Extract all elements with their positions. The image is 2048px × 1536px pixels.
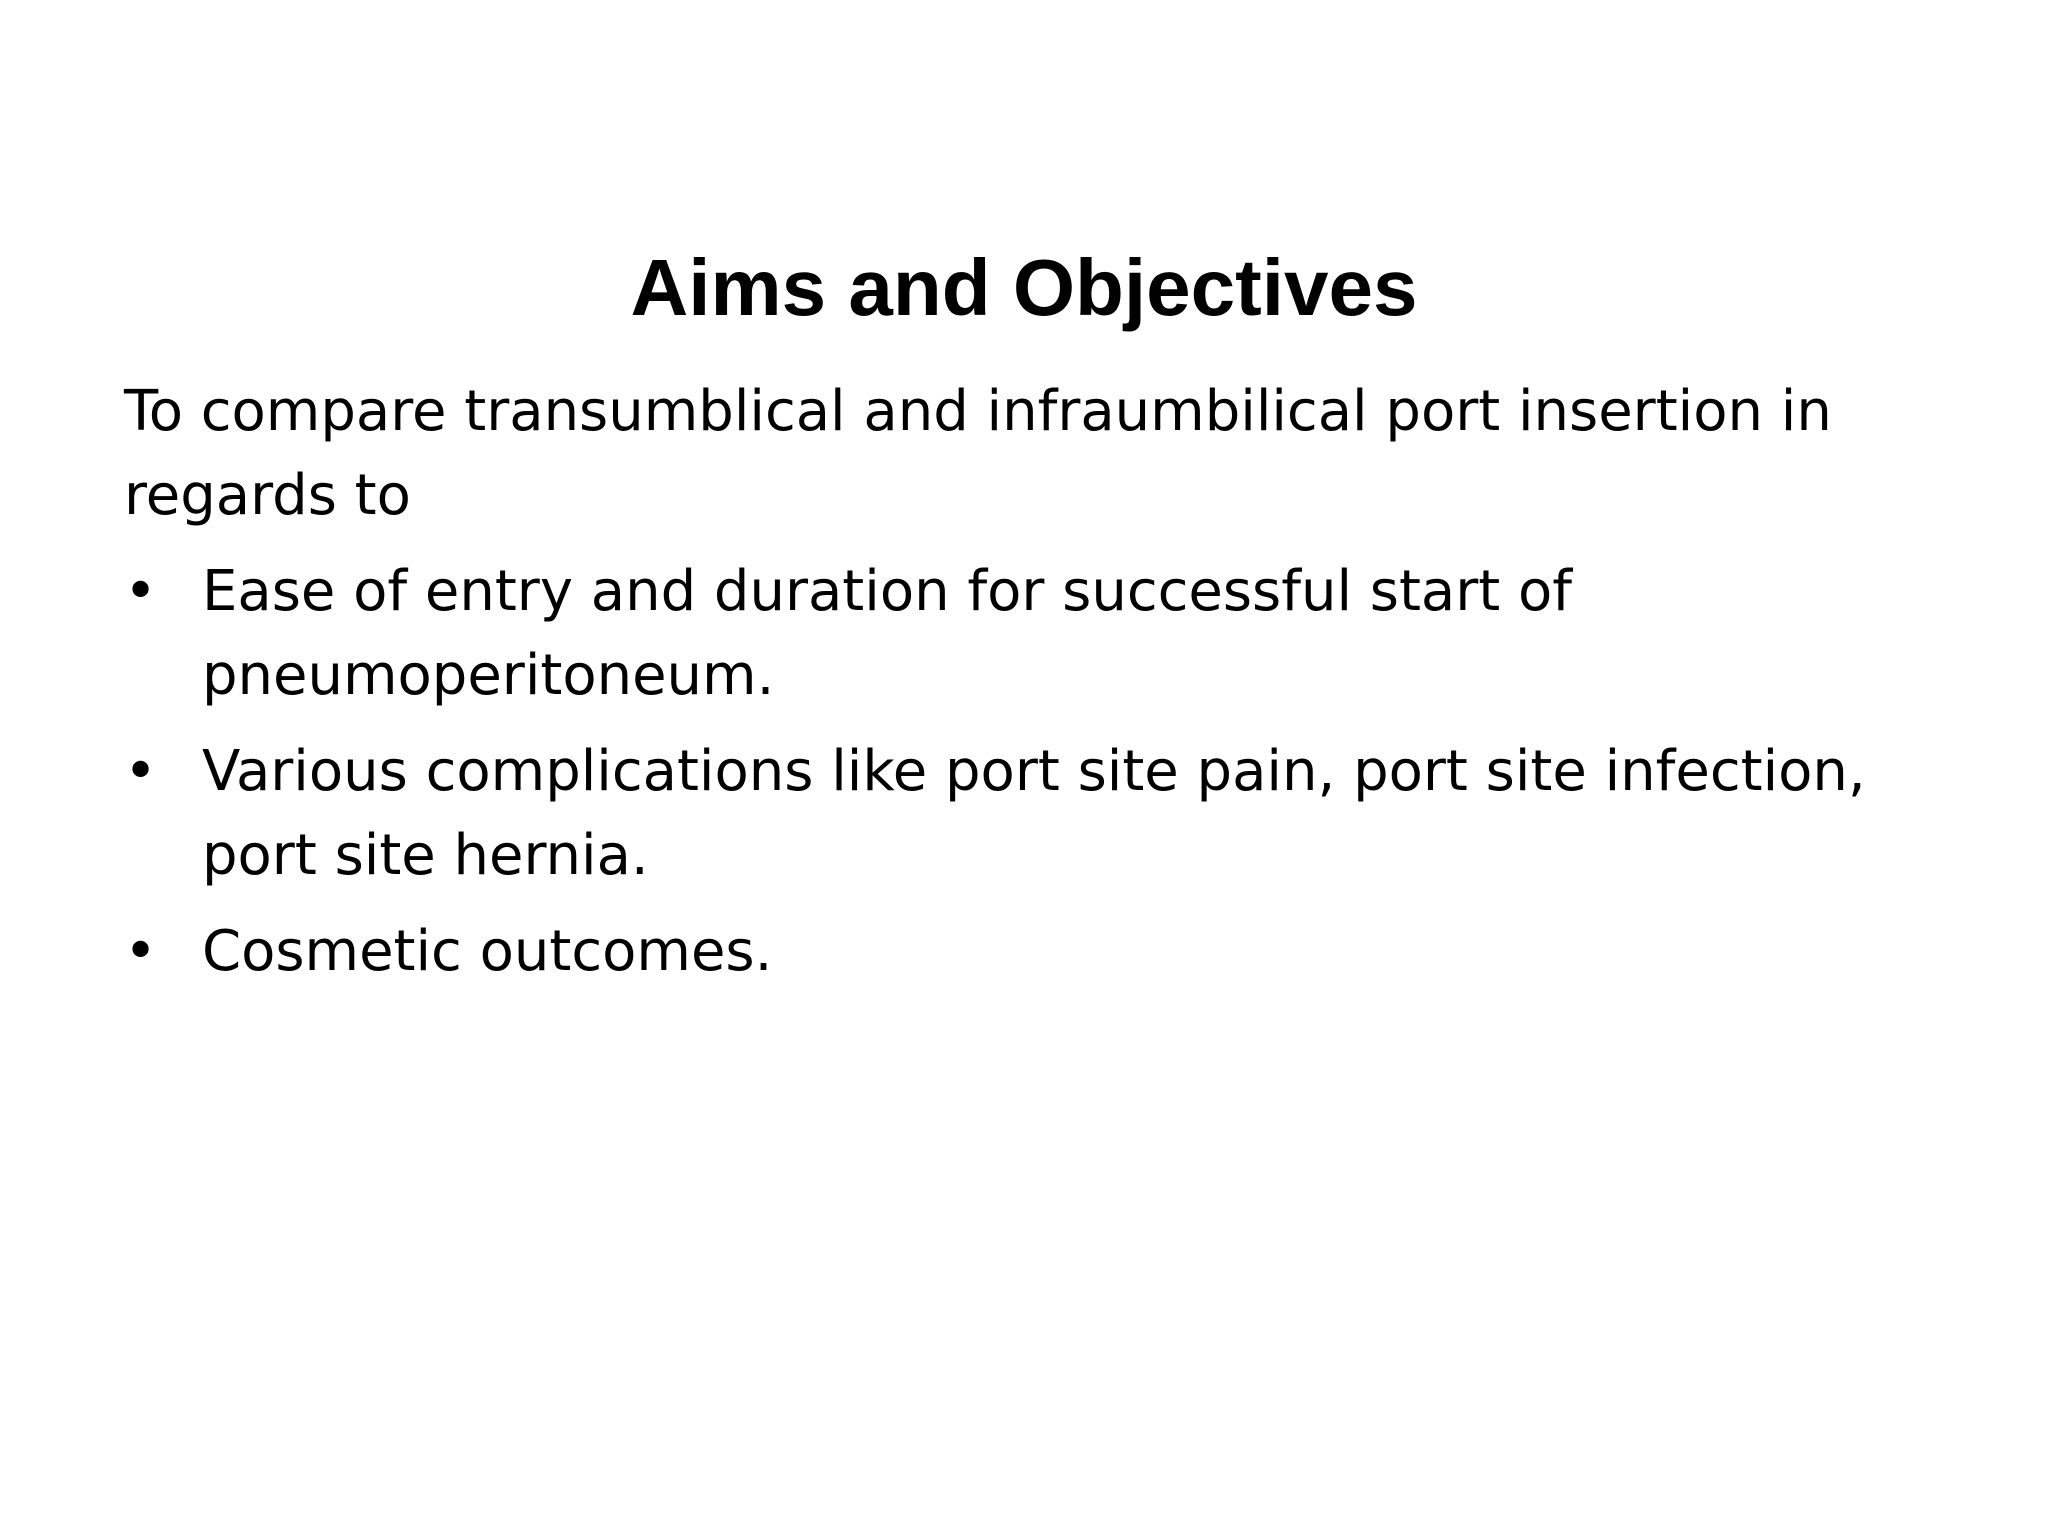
bullet-icon: • bbox=[124, 739, 158, 804]
bullet-text: Various complications like port site pain, port site infection, port site hernia. bbox=[202, 739, 1866, 888]
bullet-item bbox=[124, 730, 1944, 898]
bullet-text: Cosmetic outcomes. bbox=[202, 919, 773, 984]
bullet-item bbox=[124, 910, 1944, 994]
bullet-list bbox=[124, 550, 1944, 994]
bullet-icon: • bbox=[124, 559, 158, 624]
bullet-text: Ease of entry and duration for successful start of pneumoperitoneum. bbox=[202, 559, 1573, 708]
slide-body bbox=[124, 370, 1944, 994]
bullet-icon: • bbox=[124, 919, 158, 984]
slide-title: Aims and Objectives bbox=[630, 243, 1418, 332]
intro-text: To compare transumblical and infraumbilical port insertion in regards to bbox=[124, 379, 1832, 528]
bullet-item bbox=[124, 550, 1944, 718]
